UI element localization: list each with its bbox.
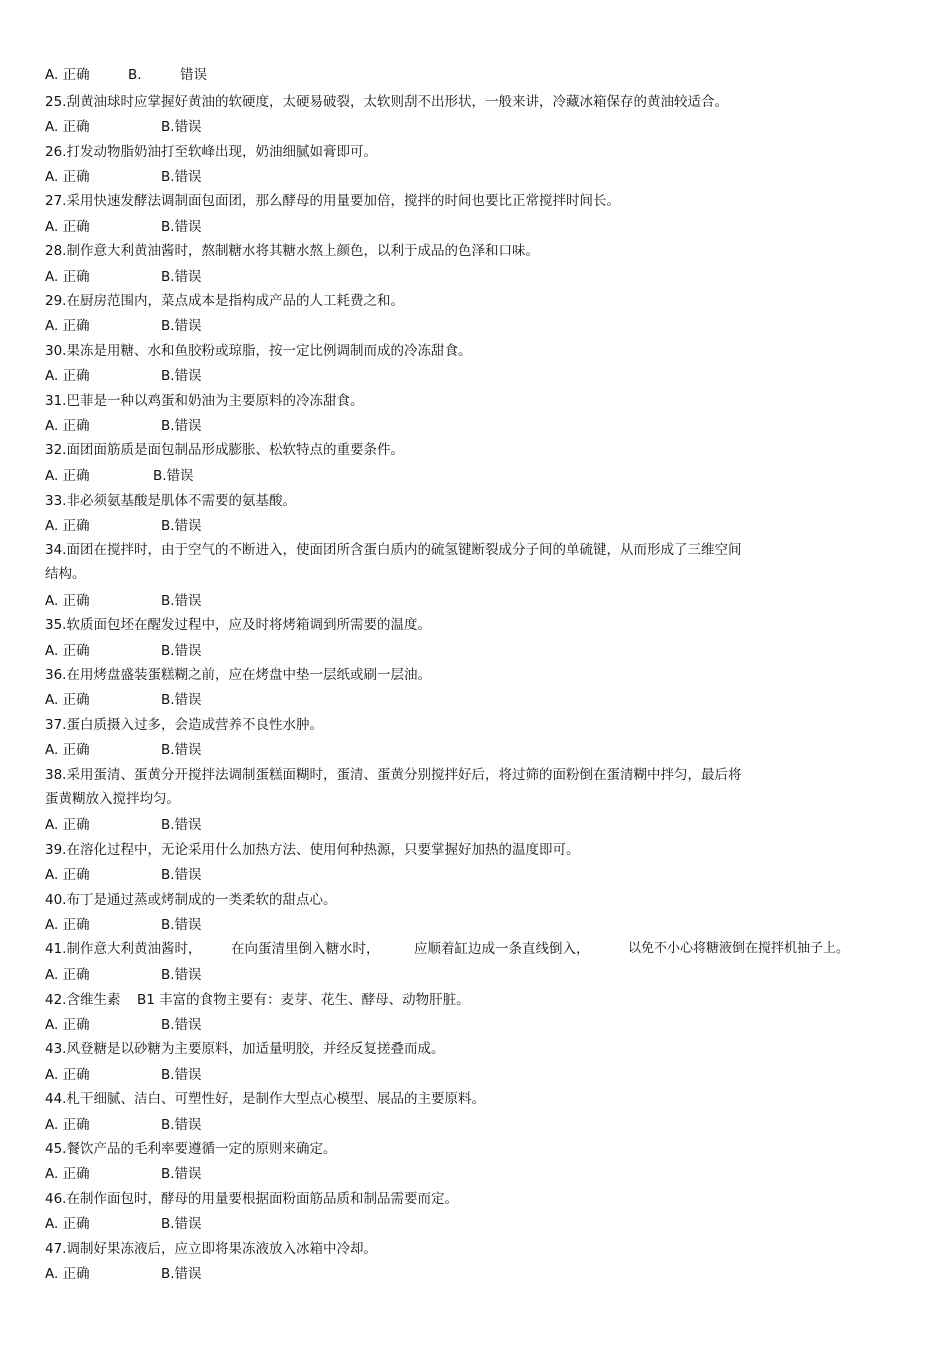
option-a: A. 正确 (45, 867, 90, 883)
question-text: 39.在溶化过程中，无论采用什么加热方法、使用何种热源，只要掌握好加热的温度即可。 (45, 842, 580, 858)
option-b: B.错误 (161, 692, 202, 708)
question-text: 35.软质面包坯在醒发过程中，应及时将烤箱调到所需要的温度。 (45, 617, 431, 633)
option-b: B.错误 (161, 643, 202, 659)
option-b: B.错误 (161, 518, 202, 534)
option-a: A. 正确 (45, 269, 90, 285)
option-b: B.错误 (161, 119, 202, 135)
option-a: A. 正确 (45, 967, 90, 983)
option-b: B.错误 (161, 1166, 202, 1182)
option-b: B.错误 (161, 867, 202, 883)
question-text: 31.巴菲是一种以鸡蛋和奶油为主要原料的冷冻甜食。 (45, 393, 364, 409)
question-text-segment: 应顺着缸边成一条直线倒入， (414, 941, 590, 957)
option-b: B.错误 (161, 219, 202, 235)
option-a: A. 正确 (45, 1266, 90, 1282)
question-text: 27.采用快速发酵法调制面包面团，那么酵母的用量要加倍，搅拌的时间也要比正常搅拌时间长。 (45, 193, 620, 209)
option-b: B.错误 (161, 1117, 202, 1133)
option-b: B.错误 (161, 169, 202, 185)
question-text: 26.打发动物脂奶油打至软峰出现，奶油细腻如膏即可。 (45, 144, 377, 160)
option-b: B.错误 (161, 742, 202, 758)
question-text: 28.制作意大利黄油酱时，熬制糖水将其糖水熬上颜色，以利于成品的色泽和口味。 (45, 243, 539, 259)
question-text: 32.面团面筋质是面包制品形成膨胀、松软特点的重要条件。 (45, 442, 404, 458)
option-a: A. 正确 (45, 917, 90, 933)
option-b: B.错误 (161, 967, 202, 983)
question-text: 47.调制好果冻液后，应立即将果冻液放入冰箱中冷却。 (45, 1241, 377, 1257)
option-a: A. 正确 (45, 119, 90, 135)
option-a: A. 正确 (45, 219, 90, 235)
option-a: A. 正确 (45, 1216, 90, 1232)
option-b: B.错误 (161, 1017, 202, 1033)
question-text: 46.在制作面包时，酵母的用量要根据面粉面筋品质和制品需要而定。 (45, 1191, 458, 1207)
question-text: 33.非必须氨基酸是肌体不需要的氨基酸。 (45, 493, 296, 509)
option-b: B.错误 (161, 817, 202, 833)
option-b: B.错误 (161, 418, 202, 434)
question-text: 36.在用烤盘盛装蛋糕糊之前，应在烤盘中垫一层纸或刷一层油。 (45, 667, 431, 683)
option-b: B.错误 (161, 1216, 202, 1232)
option-b: B.错误 (153, 468, 194, 484)
option-b-letter: B. (128, 67, 142, 83)
option-a: A. 正确 (45, 593, 90, 609)
option-b: B.错误 (161, 1266, 202, 1282)
question-text: 37.蛋白质摄入过多，会造成营养不良性水肿。 (45, 717, 323, 733)
question-text: 43.风登糖是以砂糖为主要原料，加适量明胶，并经反复搓叠而成。 (45, 1041, 445, 1057)
question-text-segment: 以免不小心将糖液倒在搅拌机抽子上。 (628, 941, 850, 956)
question-text: 34.面团在搅拌时，由于空气的不断进入，使面团所含蛋白质内的硫氢键断裂成分子间的单硫键，从而形成了三维空间 (45, 542, 742, 558)
option-a: A. 正确 (45, 1067, 90, 1083)
option-a: A. 正确 (45, 692, 90, 708)
option-b: B.错误 (161, 593, 202, 609)
question-text: 42.含维生素 (45, 992, 121, 1008)
question-text: 30.果冻是用糖、水和鱼胶粉或琼脂，按一定比例调制而成的冷冻甜食。 (45, 343, 472, 359)
option-a: A. 正确 (45, 368, 90, 384)
option-b: B.错误 (161, 318, 202, 334)
question-text: 41.制作意大利黄油酱时， (45, 941, 202, 957)
option-a: A. 正确 (45, 418, 90, 434)
option-a: A. 正确 (45, 643, 90, 659)
option-b-text: 错误 (180, 67, 207, 83)
question-text: 40.布丁是通过蒸或烤制成的一类柔软的甜点心。 (45, 892, 337, 908)
option-b: B.错误 (161, 1067, 202, 1083)
question-text: 44.札干细腻、洁白、可塑性好，是制作大型点心模型、展品的主要原料。 (45, 1091, 485, 1107)
option-a: A. 正确 (45, 1117, 90, 1133)
question-text-continued: 蛋黄糊放入搅拌均匀。 (45, 791, 180, 807)
option-a: A. 正确 (45, 169, 90, 185)
option-a: A. 正确 (45, 1017, 90, 1033)
question-text: 45.餐饮产品的毛利率要遵循一定的原则来确定。 (45, 1141, 337, 1157)
question-text: 29.在厨房范围内，菜点成本是指构成产品的人工耗费之和。 (45, 293, 404, 309)
option-a: A. 正确 (45, 1166, 90, 1182)
option-b: B.错误 (161, 917, 202, 933)
option-b: B.错误 (161, 368, 202, 384)
question-text: 25.刮黄油球时应掌握好黄油的软硬度，太硬易破裂，太软则刮不出形状，一般来讲，冷藏冰箱保存的黄油较适合。 (45, 94, 728, 110)
option-a: A. 正确 (45, 817, 90, 833)
question-text-segment: 在向蛋清里倒入糖水时， (231, 941, 380, 957)
question-text: 38.采用蛋清、蛋黄分开搅拌法调制蛋糕面糊时，蛋清、蛋黄分别搅拌好后，将过筛的面粉倒在蛋清糊中拌匀，最后将 (45, 767, 742, 783)
option-a: A. 正确 (45, 468, 90, 484)
option-a: A. 正确 (45, 742, 90, 758)
option-a: A. 正确 (45, 318, 90, 334)
option-a: A. 正确 (45, 67, 90, 83)
option-a: A. 正确 (45, 518, 90, 534)
question-text-continued: 结构。 (45, 566, 86, 582)
question-text-segment: B1 丰富的食物主要有：麦芽、花生、酵母、动物肝脏。 (137, 992, 470, 1008)
option-b: B.错误 (161, 269, 202, 285)
